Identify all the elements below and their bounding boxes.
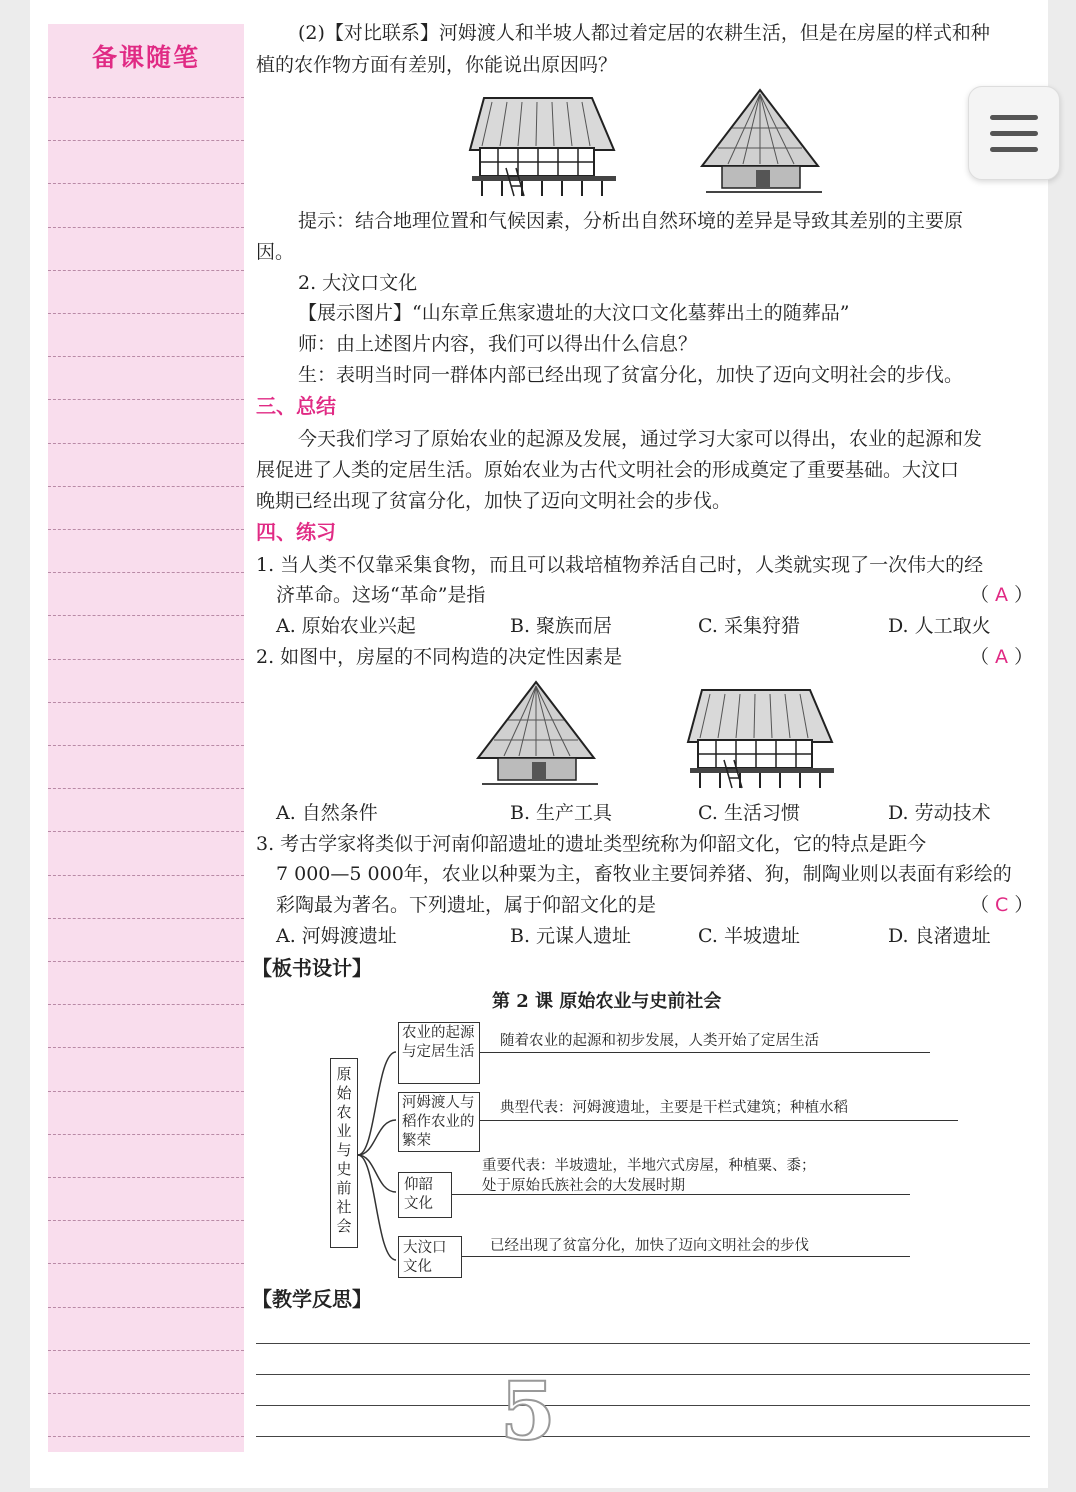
reflection-line-3	[256, 1405, 1030, 1406]
sidebar-ruled-line	[48, 831, 244, 832]
sidebar-ruled-line	[48, 313, 244, 314]
notes-sidebar	[48, 24, 244, 1452]
branch-3-text1: 重要代表：半坡遗址，半地穴式房屋，种植粟、黍；	[482, 1158, 816, 1174]
branch-4-label: 大汶口文化	[398, 1236, 462, 1278]
sidebar-ruled-line	[48, 788, 244, 789]
q1-answer-box: （ A ）	[970, 584, 1034, 606]
sidebar-ruled-line	[48, 745, 244, 746]
sidebar-ruled-line	[48, 97, 244, 98]
q1-option-a: A. 原始农业兴起	[276, 615, 416, 637]
branch-3-underline	[452, 1194, 910, 1195]
branch-2-underline	[480, 1120, 958, 1121]
page-number: 5	[500, 1364, 556, 1458]
branch-1-text: 随着农业的起源和初步发展，人类开始了定居生活	[500, 1033, 819, 1049]
sidebar-ruled-line	[48, 399, 244, 400]
sidebar-ruled-line	[48, 1004, 244, 1005]
q3-option-a: A. 河姆渡遗址	[276, 925, 397, 947]
sidebar-ruled-line	[48, 918, 244, 919]
para1-line2: 植的农作物方面有差别，你能说出原因吗？	[256, 54, 618, 76]
menu-button[interactable]	[968, 86, 1060, 180]
sidebar-ruled-line	[48, 1177, 244, 1178]
sidebar-ruled-line	[48, 875, 244, 876]
q1-answer: A	[995, 584, 1009, 606]
q2-option-b: B. 生产工具	[510, 802, 613, 824]
q2-option-c: C. 生活习惯	[698, 802, 800, 824]
dawenkou-show: 【展示图片】“山东章丘焦家遗址的大汶口文化墓葬出土的随葬品”	[298, 302, 850, 324]
sidebar-ruled-line	[48, 615, 244, 616]
sidebar-ruled-line	[48, 659, 244, 660]
q3-line2: 7 000—5 000年，农业以种粟为主，畜牧业主要饲养猪、狗，制陶业则以表面有彩绘的	[276, 863, 1012, 885]
q2-answer: A	[995, 646, 1009, 668]
para1-line1: (2)【对比联系】河姆渡人和半坡人都过着定居的农耕生活，但是在房屋的样式和种	[298, 22, 990, 44]
q1-option-d: D. 人工取火	[888, 615, 991, 637]
practice-heading: 四、练习	[256, 520, 336, 544]
q3-line1: 3. 考古学家将类似于河南仰韶遗址的遗址类型统称为仰韶文化，它的特点是距今	[256, 833, 927, 855]
reflection-line-4	[256, 1436, 1030, 1437]
board-root: 原始农业与史前社会	[330, 1058, 358, 1248]
board-heading: 【板书设计】	[252, 956, 372, 980]
summary-line1: 今天我们学习了原始农业的起源及发展，通过学习大家可以得出，农业的起源和发	[298, 428, 983, 450]
sidebar-ruled-line	[48, 140, 244, 141]
stilt-house-illustration-2	[680, 680, 840, 790]
sidebar-ruled-line	[48, 702, 244, 703]
sidebar-ruled-line	[48, 1350, 244, 1351]
branch-2-text: 典型代表：河姆渡遗址，主要是干栏式建筑；种植水稻	[500, 1100, 848, 1116]
branch-1-label: 农业的起源与定居生活	[398, 1022, 480, 1084]
sidebar-title: 备课随笔	[91, 43, 200, 72]
sidebar-ruled-line	[48, 1436, 244, 1437]
sidebar-ruled-line	[48, 1091, 244, 1092]
sidebar-ruled-line	[48, 529, 244, 530]
summary-line2: 展促进了人类的定居生活。原始农业为古代文明社会的形成奠定了重要基础。大汶口	[256, 459, 960, 481]
dawenkou-heading: 2. 大汶口文化	[298, 272, 418, 294]
summary-heading: 三、总结	[256, 394, 336, 418]
sidebar-ruled-line	[48, 1393, 244, 1394]
sidebar-ruled-line	[48, 486, 244, 487]
branch-2-label: 河姆渡人与稻作农业的繁荣	[398, 1092, 480, 1152]
sidebar-ruled-line	[48, 227, 244, 228]
sidebar-ruled-line	[48, 1047, 244, 1048]
reflection-line-1	[256, 1343, 1030, 1344]
q3-option-d: D. 良渚遗址	[888, 925, 991, 947]
reflection-line-2	[256, 1374, 1030, 1375]
branch-1-underline	[480, 1052, 930, 1053]
dawenkou-student: 生：表明当时同一群体内部已经出现了贫富分化，加快了迈向文明社会的步伐。	[298, 364, 964, 386]
branch-4-text: 已经出现了贫富分化，加快了迈向文明社会的步伐	[490, 1238, 809, 1254]
thatched-hut-illustration	[698, 88, 828, 198]
sidebar-ruled-line	[48, 270, 244, 271]
q3-answer-box: （ C ）	[970, 894, 1034, 916]
q3-answer: C	[995, 894, 1009, 916]
sidebar-ruled-line	[48, 183, 244, 184]
stilt-house-illustration	[462, 88, 622, 198]
sidebar-ruled-line	[48, 1263, 244, 1264]
branch-3-text2: 处于原始氏族社会的大发展时期	[482, 1178, 685, 1194]
hint-line2: 因。	[256, 241, 295, 263]
sidebar-ruled-line	[48, 356, 244, 357]
q2-option-a: A. 自然条件	[276, 802, 378, 824]
sidebar-ruled-line	[48, 961, 244, 962]
thatched-hut-illustration-2	[474, 680, 604, 790]
q1-line2: 济革命。这场“革命”是指	[276, 584, 486, 606]
hint-line1: 提示：结合地理位置和气候因素，分析出自然环境的差异是导致其差别的主要原	[298, 210, 964, 232]
reflection-heading: 【教学反思】	[252, 1287, 372, 1311]
sidebar-ruled-line	[48, 1307, 244, 1308]
q3-line3: 彩陶最为著名。下列遗址，属于仰韶文化的是	[276, 894, 657, 916]
q1-line1: 1. 当人类不仅靠采集食物，而且可以栽培植物养活自己时，人类就实现了一次伟大的经	[256, 554, 984, 576]
q1-option-c: C. 采集狩猎	[698, 615, 800, 637]
dawenkou-teacher: 师：由上述图片内容，我们可以得出什么信息？	[298, 333, 698, 355]
q1-option-b: B. 聚族而居	[510, 615, 613, 637]
q2-answer-box: （ A ）	[970, 646, 1034, 668]
board-title: 第 2 课 原始农业与史前社会	[492, 991, 722, 1012]
branch-3-label: 仰韶文化	[398, 1172, 452, 1218]
sidebar-ruled-line	[48, 1220, 244, 1221]
summary-line3: 晚期已经出现了贫富分化，加快了迈向文明社会的步伐。	[256, 490, 732, 512]
sidebar-ruled-line	[48, 572, 244, 573]
q2-line1: 2. 如图中，房屋的不同构造的决定性因素是	[256, 646, 623, 668]
q3-option-c: C. 半坡遗址	[698, 925, 800, 947]
sidebar-ruled-line	[48, 443, 244, 444]
branch-4-underline	[462, 1256, 910, 1257]
sidebar-ruled-line	[48, 1134, 244, 1135]
q2-option-d: D. 劳动技术	[888, 802, 991, 824]
q3-option-b: B. 元谋人遗址	[510, 925, 632, 947]
